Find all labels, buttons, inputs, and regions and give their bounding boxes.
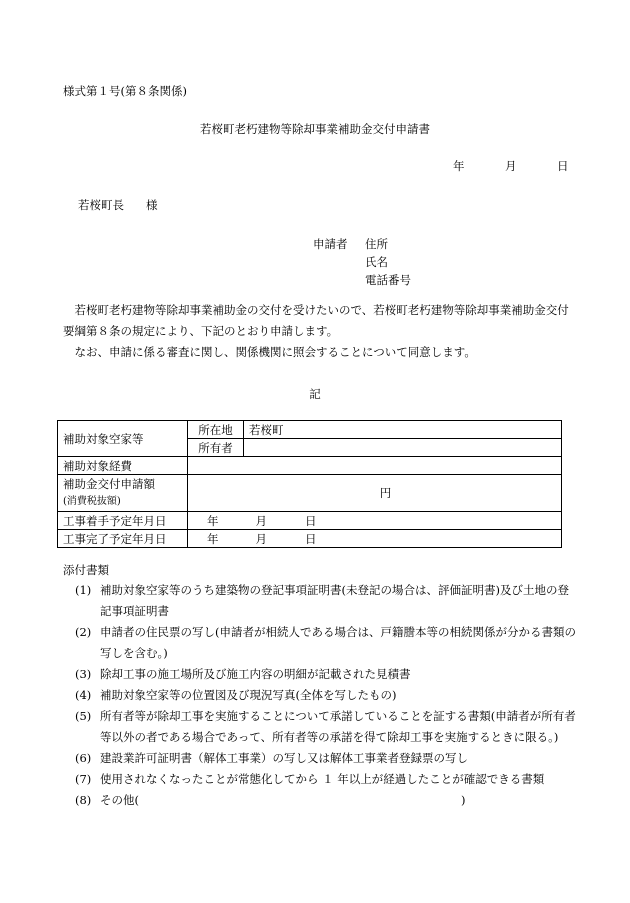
date-day: 日: [557, 159, 569, 173]
body-paragraph-2: なお、申請に係る審査に関し、関係機関に照会することについて同意します。: [74, 345, 476, 359]
start-date-label: 工事着手予定年月日: [58, 512, 188, 530]
item-text: 申請者の住民票の写し(申請者が相続人である場合は、戸籍謄本等の相続関係が分かる書類の写しを含む。): [100, 625, 576, 660]
addressee-name: 若桜町長: [78, 198, 124, 212]
item-number: (3): [75, 667, 92, 681]
end-date-label: 工事完了予定年月日: [58, 530, 188, 548]
grant-amount-label: [58, 475, 188, 512]
end-month: 月: [255, 531, 267, 546]
grant-amount-text: 補助金交付申請額: [63, 477, 155, 491]
target-cost-value: [188, 457, 562, 475]
owner-value: [244, 439, 562, 457]
start-day: 日: [305, 513, 317, 528]
item-number: (7): [75, 772, 92, 786]
start-month: 月: [255, 513, 267, 528]
applicant-label: 申請者: [313, 237, 348, 251]
applicant-phone-label: 電話番号: [365, 273, 411, 287]
item-text: 建設業許可証明書（解体工事業）の写し又は解体工事業者登録票の写し: [100, 751, 468, 765]
list-item: [63, 664, 578, 685]
item-text: その他( ): [100, 793, 466, 807]
target-cost-label: 補助対象経費: [58, 457, 188, 475]
body-text: [63, 300, 573, 363]
item-number: (5): [75, 709, 92, 723]
list-item: [63, 622, 578, 664]
list-item: [63, 769, 578, 790]
location-label: 所在地: [188, 421, 244, 439]
item-text: 補助対象空家等のうち建築物の登記事項証明書(未登記の場合は、評価証明書)及び土地の登記事項証明書: [100, 583, 569, 618]
location-value: 若桜町: [244, 421, 562, 439]
item-number: (6): [75, 751, 92, 765]
item-text: 使用されなくなったことが常態化してから １ 年以上が経過したことが確認できる書類: [100, 772, 545, 786]
attachments-list: [63, 580, 578, 811]
yen-unit: 円: [379, 486, 392, 500]
application-table: [57, 420, 562, 548]
date-year: 年: [453, 159, 465, 173]
list-item: [63, 685, 578, 706]
grant-amount-value: [188, 475, 562, 512]
end-day: 日: [305, 531, 317, 546]
addressee: [78, 197, 158, 213]
item-text: 除却工事の施工場所及び施工内容の明細が記載された見積書: [100, 667, 411, 681]
tax-note: (消費税抜額): [63, 496, 121, 507]
item-number: (8): [75, 793, 92, 807]
item-number: (4): [75, 688, 92, 702]
document-title: 若桜町老朽建物等除却事業補助金交付申請書: [200, 122, 430, 136]
form-number: 様式第１号(第８条関係): [63, 84, 187, 98]
end-year: 年: [207, 531, 219, 546]
date-month: 月: [505, 159, 517, 173]
ki-heading: 記: [309, 387, 321, 401]
list-item: [63, 748, 578, 769]
addressee-honorific: 様: [146, 198, 158, 212]
owner-label: 所有者: [188, 439, 244, 457]
body-paragraph-1: 若桜町老朽建物等除却事業補助金の交付を受けたいので、若桜町老朽建物等除却事業補助金交付要綱第８条の規定により、下記のとおり申請します。: [63, 303, 569, 338]
list-item: [63, 706, 578, 748]
end-date-value: [188, 530, 562, 548]
applicant-name-label: 氏名: [365, 255, 388, 269]
applicant-address-label: 住所: [365, 237, 388, 251]
item-text: 補助対象空家等の位置図及び現況写真(全体を写したもの): [100, 688, 397, 702]
item-number: (2): [75, 625, 92, 639]
target-house-label: 補助対象空家等: [58, 421, 188, 457]
start-date-value: [188, 512, 562, 530]
attachments-heading: 添付書類: [63, 563, 109, 577]
item-number: (1): [75, 583, 92, 597]
item-text: 所有者等が除却工事を実施することについて承諾していることを証する書類(申請者が所有者等以外の者である場合であって、所有者等の承諾を得て除却工事を実施するときに限る。): [100, 709, 576, 744]
list-item: [63, 580, 578, 622]
list-item: [63, 790, 578, 811]
start-year: 年: [207, 513, 219, 528]
